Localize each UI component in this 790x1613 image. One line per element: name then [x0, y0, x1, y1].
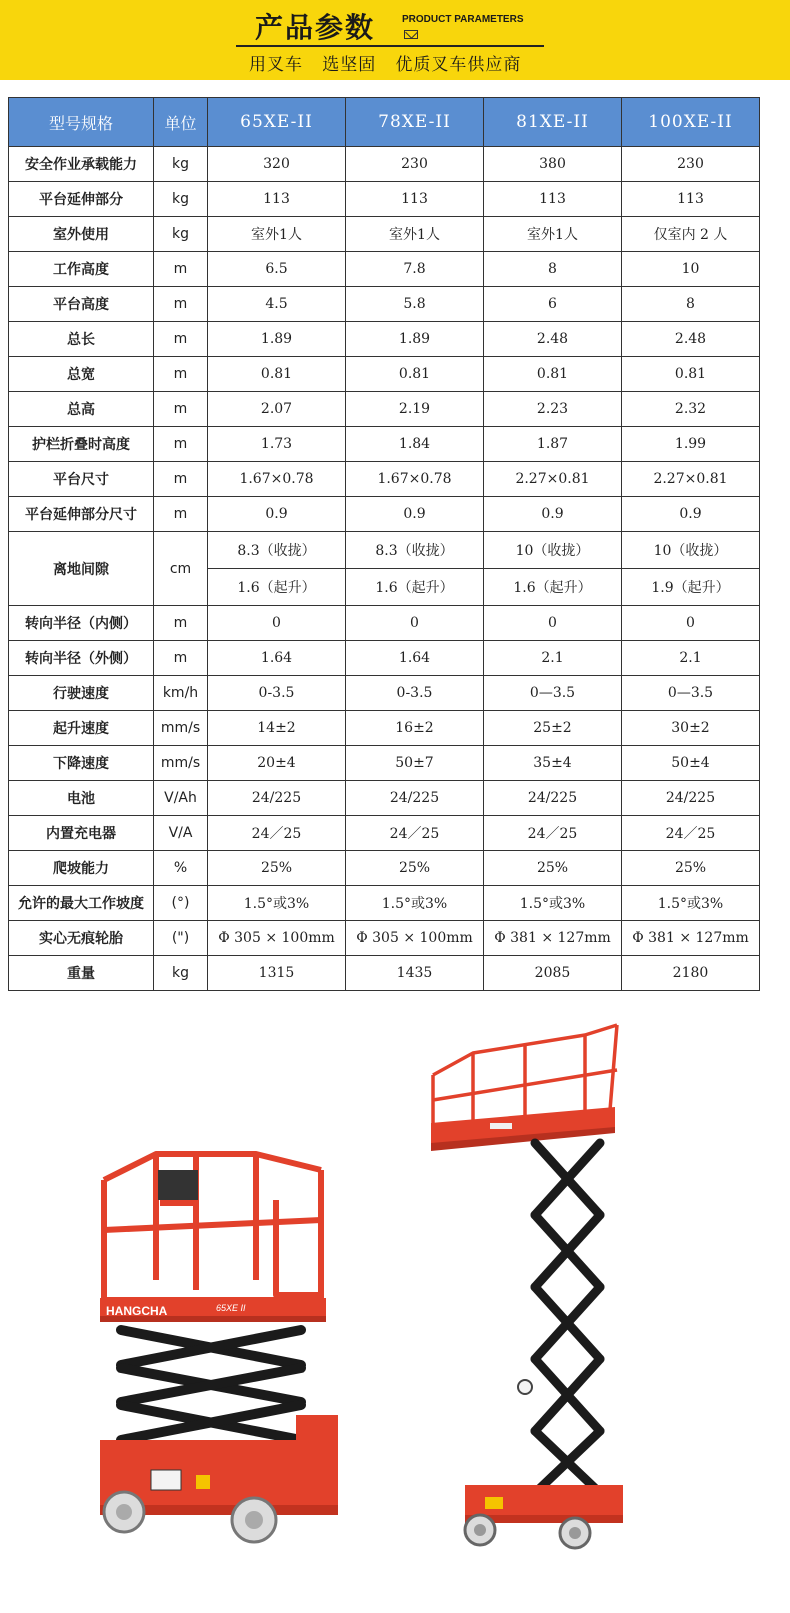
table-row	[9, 217, 760, 252]
spec-name: 护栏折叠时高度	[9, 427, 154, 462]
table-row	[9, 851, 760, 886]
spec-value: 230	[346, 147, 484, 182]
spec-value: 室外1人	[346, 217, 484, 252]
spec-value: 50±7	[346, 746, 484, 781]
spec-value: 10（收拢）	[484, 532, 622, 569]
header-model: 100XE-II	[622, 98, 760, 147]
scissor-lift-photo-right	[425, 1015, 640, 1560]
header-model: 81XE-II	[484, 98, 622, 147]
spec-unit: m	[154, 357, 208, 392]
spec-value: 8	[484, 252, 622, 287]
spec-value: 1.5°或3%	[622, 886, 760, 921]
spec-value: 1.64	[208, 641, 346, 676]
table-row	[9, 147, 760, 182]
spec-value: 30±2	[622, 711, 760, 746]
banner-divider	[236, 45, 544, 47]
spec-name: 转向半径（内侧）	[9, 606, 154, 641]
banner-title: 产品参数	[255, 11, 376, 44]
spec-value: 113	[484, 182, 622, 217]
table-header-row	[9, 98, 760, 147]
spec-value: 1.89	[208, 322, 346, 357]
spec-value: 24/225	[208, 781, 346, 816]
spec-value: 113	[208, 182, 346, 217]
spec-value: 113	[346, 182, 484, 217]
spec-value: 0.81	[346, 357, 484, 392]
spec-value: 1.5°或3%	[346, 886, 484, 921]
spec-name: 重量	[9, 956, 154, 991]
spec-unit: mm/s	[154, 711, 208, 746]
spec-value: 0.9	[484, 497, 622, 532]
spec-name: 内置充电器	[9, 816, 154, 851]
spec-value: 2.19	[346, 392, 484, 427]
spec-value: 1.73	[208, 427, 346, 462]
spec-value: 1.5°或3%	[208, 886, 346, 921]
spec-name: 爬坡能力	[9, 851, 154, 886]
table-row	[9, 641, 760, 676]
spec-value: 1.6（起升）	[346, 569, 484, 606]
spec-unit: m	[154, 606, 208, 641]
spec-value: 25±2	[484, 711, 622, 746]
spec-value: 0.9	[622, 497, 760, 532]
spec-unit: mm/s	[154, 746, 208, 781]
table-row	[9, 287, 760, 322]
spec-value: 0—3.5	[622, 676, 760, 711]
spec-value: 1.84	[346, 427, 484, 462]
header-model: 78XE-II	[346, 98, 484, 147]
spec-value: 230	[622, 147, 760, 182]
spec-value: 20±4	[208, 746, 346, 781]
spec-value: 6.5	[208, 252, 346, 287]
envelope-icon	[404, 30, 418, 39]
spec-value: 25%	[208, 851, 346, 886]
spec-name: 安全作业承载能力	[9, 147, 154, 182]
table-row	[9, 886, 760, 921]
header-model: 65XE-II	[208, 98, 346, 147]
spec-unit: (")	[154, 921, 208, 956]
spec-name: 平台高度	[9, 287, 154, 322]
spec-name: 离地间隙	[9, 532, 154, 606]
spec-value: 4.5	[208, 287, 346, 322]
spec-value: 0.81	[208, 357, 346, 392]
table-row	[9, 676, 760, 711]
spec-value: 8.3（收拢）	[346, 532, 484, 569]
spec-unit: m	[154, 641, 208, 676]
spec-unit: (°)	[154, 886, 208, 921]
spec-unit: m	[154, 462, 208, 497]
spec-name: 实心无痕轮胎	[9, 921, 154, 956]
spec-value: 2.27×0.81	[622, 462, 760, 497]
spec-unit: m	[154, 322, 208, 357]
spec-unit: m	[154, 497, 208, 532]
spec-value: 8	[622, 287, 760, 322]
spec-name: 行驶速度	[9, 676, 154, 711]
spec-value: 14±2	[208, 711, 346, 746]
spec-name: 电池	[9, 781, 154, 816]
spec-value: 2180	[622, 956, 760, 991]
spec-value: 1.99	[622, 427, 760, 462]
spec-value: 25%	[484, 851, 622, 886]
table-row	[9, 746, 760, 781]
spec-value: 2.27×0.81	[484, 462, 622, 497]
spec-name: 允许的最大工作坡度	[9, 886, 154, 921]
spec-value: 1.6（起升）	[484, 569, 622, 606]
table-row	[9, 606, 760, 641]
spec-unit: km/h	[154, 676, 208, 711]
spec-value: 0	[208, 606, 346, 641]
table-row	[9, 357, 760, 392]
table-row	[9, 497, 760, 532]
spec-value: 8.3（收拢）	[208, 532, 346, 569]
spec-value: 24／25	[208, 816, 346, 851]
table-row	[9, 182, 760, 217]
spec-table	[8, 97, 760, 991]
spec-value: 16±2	[346, 711, 484, 746]
spec-name: 总宽	[9, 357, 154, 392]
spec-value: 2085	[484, 956, 622, 991]
spec-name: 平台延伸部分	[9, 182, 154, 217]
spec-value: 10（收拢）	[622, 532, 760, 569]
table-row	[9, 427, 760, 462]
header-unit: 单位	[154, 98, 208, 147]
spec-unit: m	[154, 427, 208, 462]
spec-value: 0-3.5	[208, 676, 346, 711]
spec-value: 0	[346, 606, 484, 641]
spec-value: 2.07	[208, 392, 346, 427]
table-row	[9, 781, 760, 816]
header-banner	[0, 0, 790, 80]
spec-name: 下降速度	[9, 746, 154, 781]
spec-value: 25%	[622, 851, 760, 886]
table-row	[9, 532, 760, 569]
spec-value: 1435	[346, 956, 484, 991]
spec-unit: cm	[154, 532, 208, 606]
spec-value: Φ 381 × 127mm	[484, 921, 622, 956]
spec-value: 1.9（起升）	[622, 569, 760, 606]
spec-name: 室外使用	[9, 217, 154, 252]
spec-value: 24/225	[346, 781, 484, 816]
spec-value: 1.67×0.78	[346, 462, 484, 497]
spec-value: 室外1人	[208, 217, 346, 252]
spec-name: 平台尺寸	[9, 462, 154, 497]
spec-value: 0.81	[622, 357, 760, 392]
spec-value: 0	[484, 606, 622, 641]
spec-value: 50±4	[622, 746, 760, 781]
table-row	[9, 711, 760, 746]
spec-value: 1.64	[346, 641, 484, 676]
banner-slogan: 用叉车 选坚固 优质叉车供应商	[249, 55, 522, 75]
spec-value: 2.48	[622, 322, 760, 357]
spec-unit: kg	[154, 956, 208, 991]
spec-value: 1.89	[346, 322, 484, 357]
spec-value: 35±4	[484, 746, 622, 781]
spec-value: 7.8	[346, 252, 484, 287]
spec-value: Φ 381 × 127mm	[622, 921, 760, 956]
spec-value: 24／25	[346, 816, 484, 851]
spec-value: 1.6（起升）	[208, 569, 346, 606]
spec-value: 室外1人	[484, 217, 622, 252]
spec-value: 25%	[346, 851, 484, 886]
spec-value: 0.81	[484, 357, 622, 392]
spec-value: Φ 305 × 100mm	[346, 921, 484, 956]
spec-value: 0.9	[208, 497, 346, 532]
spec-value: 0.9	[346, 497, 484, 532]
spec-value: 2.23	[484, 392, 622, 427]
spec-value: 1.87	[484, 427, 622, 462]
spec-value: 1315	[208, 956, 346, 991]
spec-unit: V/Ah	[154, 781, 208, 816]
scissor-lift-right-image	[425, 1015, 640, 1560]
spec-unit: kg	[154, 147, 208, 182]
spec-value: 24/225	[484, 781, 622, 816]
spec-value: 24/225	[622, 781, 760, 816]
spec-value: 0-3.5	[346, 676, 484, 711]
spec-value: 2.1	[484, 641, 622, 676]
table-row	[9, 392, 760, 427]
spec-unit: kg	[154, 182, 208, 217]
table-row	[9, 921, 760, 956]
spec-name: 总高	[9, 392, 154, 427]
spec-value: 320	[208, 147, 346, 182]
table-row	[9, 322, 760, 357]
spec-value: 1.67×0.78	[208, 462, 346, 497]
scissor-lift-left-image	[96, 1140, 346, 1550]
spec-name: 平台延伸部分尺寸	[9, 497, 154, 532]
spec-value: 0—3.5	[484, 676, 622, 711]
spec-name: 转向半径（外侧）	[9, 641, 154, 676]
spec-value: 仅室内 2 人	[622, 217, 760, 252]
spec-name: 总长	[9, 322, 154, 357]
spec-value: 2.1	[622, 641, 760, 676]
spec-name: 起升速度	[9, 711, 154, 746]
spec-value: 1.5°或3%	[484, 886, 622, 921]
spec-unit: %	[154, 851, 208, 886]
spec-unit: m	[154, 287, 208, 322]
spec-value: 113	[622, 182, 760, 217]
model-label: 65XE II	[216, 1303, 246, 1313]
spec-value: 10	[622, 252, 760, 287]
brand-label: HANGCHA	[106, 1304, 168, 1318]
spec-value: 24／25	[484, 816, 622, 851]
spec-value: 5.8	[346, 287, 484, 322]
spec-value: Φ 305 × 100mm	[208, 921, 346, 956]
spec-value: 0	[622, 606, 760, 641]
spec-value: 380	[484, 147, 622, 182]
table-row	[9, 252, 760, 287]
table-row	[9, 462, 760, 497]
table-row	[9, 956, 760, 991]
spec-unit: V/A	[154, 816, 208, 851]
spec-value: 6	[484, 287, 622, 322]
spec-unit: m	[154, 392, 208, 427]
spec-value: 2.32	[622, 392, 760, 427]
spec-value: 2.48	[484, 322, 622, 357]
banner-subtitle-en: PRODUCT PARAMETERS	[402, 14, 524, 25]
spec-unit: m	[154, 252, 208, 287]
header-spec: 型号规格	[9, 98, 154, 147]
spec-value: 24／25	[622, 816, 760, 851]
scissor-lift-photo-left	[96, 1140, 346, 1550]
table-row	[9, 816, 760, 851]
spec-unit: kg	[154, 217, 208, 252]
spec-name: 工作高度	[9, 252, 154, 287]
